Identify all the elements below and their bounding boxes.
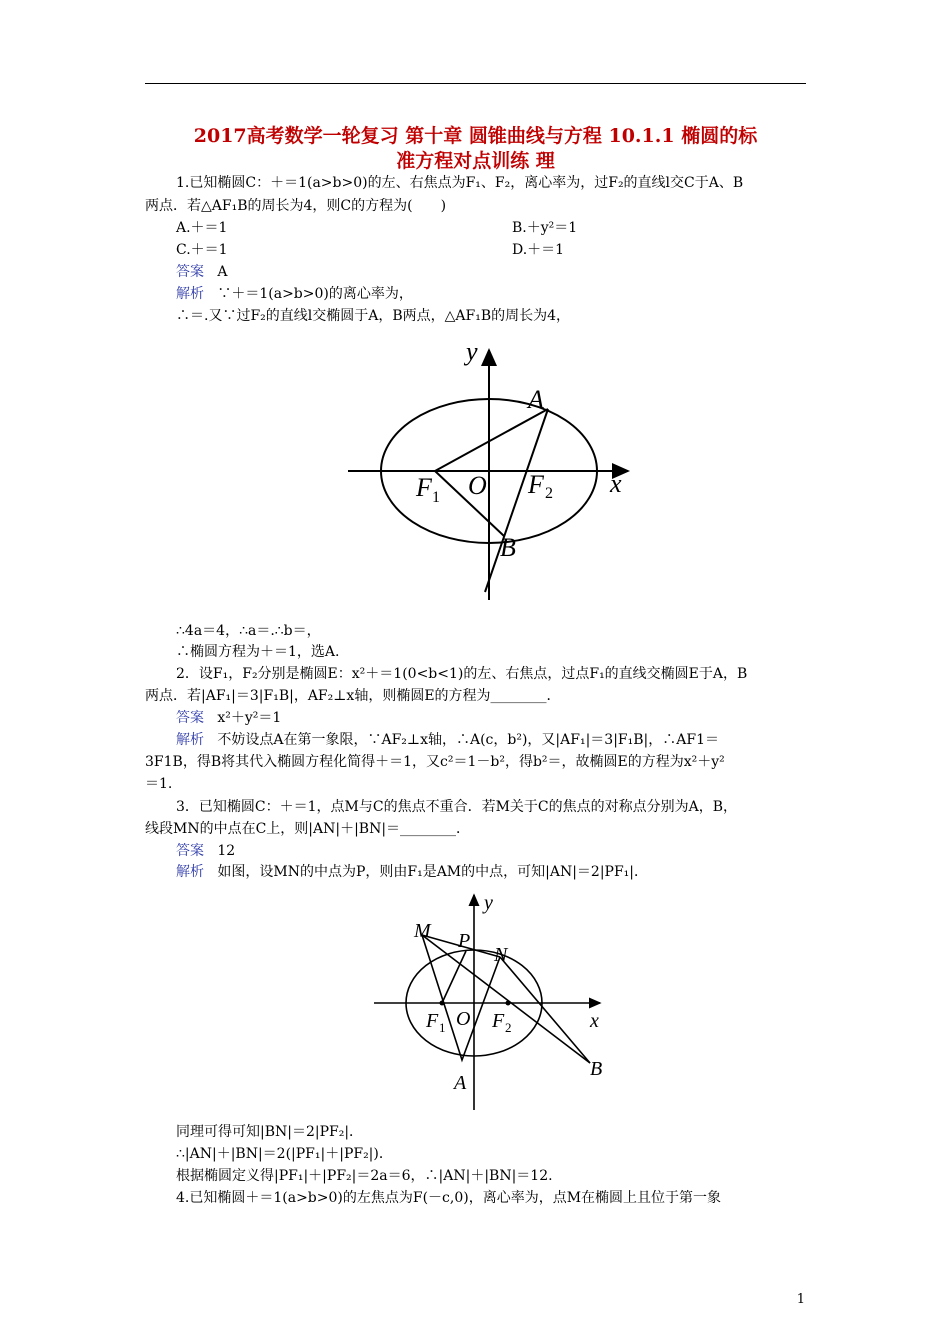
q4-stem-a: 4.已知椭圆＋＝1(a>b>0)的左焦点为F(－c,0)，离心率为，点M在椭圆上且位于第一象 (176, 1190, 722, 1206)
y-label: y (466, 337, 478, 366)
origin-label: O (468, 471, 487, 500)
analysis-label: 解析 (176, 732, 204, 748)
f1-label: F (416, 473, 432, 502)
answer-value: 12 (217, 843, 236, 859)
q1-answer-row (176, 262, 227, 282)
analysis-text: 不妨设点A在第一象限，∵AF₂⊥x轴，∴A(c，b²)，又|AF₁|＝3|F₁B|，∴AF1＝ (217, 732, 719, 748)
q2-stem-a: 2．设F₁，F₂分别是椭圆E：x²＋＝1(0<b<1)的左、右焦点，过点F₁的直线交椭圆E于A，B (176, 666, 748, 682)
f1-dot (440, 1001, 445, 1006)
q2-analysis-line-3: ＝1. (145, 776, 173, 792)
line-af2b (485, 409, 548, 592)
x-label: x (590, 1010, 599, 1032)
q3-stem-b: 线段MN的中点在C上，则|AN|＋|BN|＝________． (145, 821, 471, 837)
q3-after-1: 同理可得可知|BN|＝2|PF₂|． (176, 1124, 364, 1140)
q1-option-a: A.＋＝1 (176, 220, 228, 236)
q1-after-1: ∴4a＝4，∴a＝.∴b＝， (176, 623, 321, 639)
analysis-text: 如图，设MN的中点为P，则由F₁是AM的中点，可知|AN|＝2|PF₁|． (217, 864, 649, 880)
q1-option-d: D.＋＝1 (512, 242, 565, 258)
f2-subscript: 2 (545, 485, 553, 502)
q1-after-2: ∴椭圆方程为＋＝1，选A. (176, 644, 340, 660)
answer-label: 答案 (176, 264, 204, 280)
q1-option-c: C.＋＝1 (176, 242, 228, 258)
q1-stem-b: 两点．若△AF₁B的周长为4，则C的方程为( ) (145, 198, 447, 214)
q1-analysis-line-2: ∴＝.又∵过F₂的直线l交椭圆于A，B两点，△AF₁B的周长为4， (176, 308, 571, 324)
q1-stem-a: 1.已知椭圆C：＋＝1(a>b>0)的左、右焦点为F₁、F₂，离心率为，过F₂的直线l交C于A、B (176, 175, 744, 191)
point-p-label: P (458, 930, 471, 952)
q2-analysis-line-2: 3F1B，得B将其代入椭圆方程化简得＋＝1，又c²＝1－b²，得b²＝，故椭圆E的方程为x²＋y² (145, 754, 725, 770)
f2-label: F (528, 470, 544, 499)
q2-answer-row (176, 708, 281, 728)
analysis-label: 解析 (176, 286, 204, 302)
q2-analysis-row (176, 730, 719, 750)
origin-label: O (456, 1008, 471, 1030)
q3-after-2: ∴|AN|＋|BN|＝2(|PF₁|＋|PF₂|)． (176, 1146, 393, 1162)
f2-subscript: 2 (505, 1020, 512, 1035)
title-line-2: 准方程对点训练 理 (396, 150, 555, 172)
ellipse-figure-1 (338, 330, 650, 615)
point-n-label: N (494, 944, 508, 966)
document-title (145, 124, 806, 174)
point-m-label: M (414, 920, 431, 942)
y-label: y (484, 892, 493, 914)
point-a-label: A (528, 385, 544, 414)
q1-option-b: B.＋y²＝1 (512, 220, 578, 236)
f1-label: F (426, 1010, 439, 1032)
point-b-label: B (590, 1058, 603, 1080)
q2-stem-b: 两点．若|AF₁|＝3|F₁B|，AF₂⊥x轴，则椭圆E的方程为________． (145, 688, 561, 704)
x-label: x (610, 469, 622, 498)
q3-after-3: 根据椭圆定义得|PF₁|＋|PF₂|＝2a＝6，∴|AN|＋|BN|＝12. (176, 1168, 553, 1184)
f2-dot (506, 1001, 511, 1006)
segment-f1-a (435, 409, 548, 471)
title-line-1: 2017高考数学一轮复习 第十章 圆锥曲线与方程 10.1.1 椭圆的标 (193, 125, 758, 147)
point-a-label: A (454, 1072, 467, 1094)
analysis-text: ∵＋＝1(a>b>0)的离心率为， (217, 286, 413, 302)
f1-subscript: 1 (432, 489, 440, 506)
f2-label: F (492, 1010, 505, 1032)
ellipse-figure-2 (362, 885, 622, 1117)
f1-subscript: 1 (439, 1020, 446, 1035)
point-b-label: B (500, 533, 516, 562)
header-rule (145, 83, 806, 84)
answer-value: x²＋y²＝1 (217, 710, 282, 726)
q1-analysis-row (176, 284, 413, 304)
analysis-label: 解析 (176, 864, 204, 880)
q3-analysis-row (176, 862, 648, 882)
answer-label: 答案 (176, 843, 204, 859)
answer-label: 答案 (176, 710, 204, 726)
page-number: 1 (796, 1292, 805, 1307)
q3-stem-a: 3．已知椭圆C：＋＝1，点M与C的焦点不重合．若M关于C的焦点的对称点分别为A，B， (176, 799, 738, 815)
answer-value: A (217, 264, 228, 280)
q3-answer-row (176, 841, 235, 861)
